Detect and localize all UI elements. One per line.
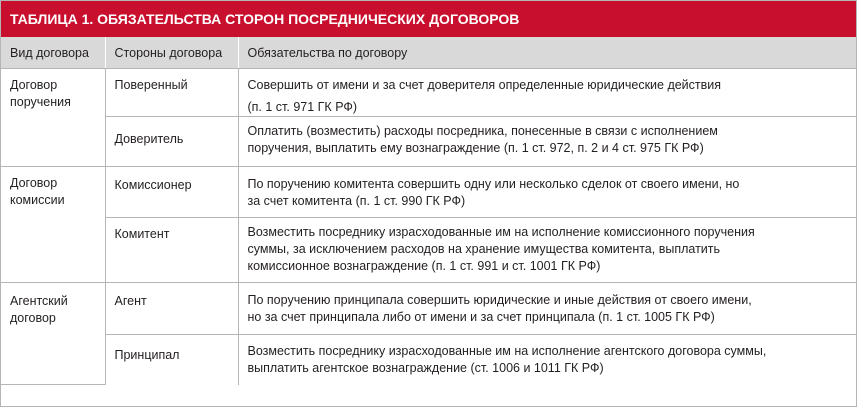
table-row — [1, 283, 856, 335]
header-obligations: Обязательства по договору — [238, 37, 856, 69]
table-header-row — [1, 37, 856, 69]
obligation-line: По поручению принципала совершить юридические и иные действия от своего имени, — [247, 293, 752, 307]
obligation-line: поручения, выплатить ему вознаграждение (п. 1 ст. 972, п. 2 и 4 ст. 975 ГК РФ) — [247, 141, 704, 155]
obligation-cell — [238, 117, 856, 167]
table-row — [1, 335, 856, 385]
party-cell: Принципал — [105, 335, 238, 385]
table-row — [1, 117, 856, 167]
header-contract-type: Вид договора — [1, 37, 105, 69]
party-cell: Поверенный — [105, 69, 238, 117]
contract-type-line: поручения — [10, 95, 71, 109]
obligation-line: (п. 1 ст. 971 ГК РФ) — [247, 100, 358, 114]
obligation-cell — [238, 218, 856, 283]
obligation-line: за счет комитента (п. 1 ст. 990 ГК РФ) — [247, 194, 466, 208]
obligation-cell — [238, 69, 856, 117]
obligation-cell — [238, 167, 856, 218]
table-row — [1, 218, 856, 283]
contract-type-line: Договор — [10, 176, 58, 190]
contract-type-cell — [1, 69, 105, 167]
party-cell: Доверитель — [105, 117, 238, 167]
contract-type-line: договор — [10, 311, 56, 325]
table-row — [1, 69, 856, 117]
obligation-line: но за счет принципала либо от имени и за счет принципала (п. 1 ст. 1005 ГК РФ) — [247, 310, 715, 324]
obligation-line: Возместить посреднику израсходованные им на исполнение комиссионного поручения — [247, 225, 755, 239]
obligations-table — [1, 37, 856, 385]
obligation-cell — [238, 335, 856, 385]
table-title: ТАБЛИЦА 1. ОБЯЗАТЕЛЬСТВА СТОРОН ПОСРЕДНИЧЕСКИХ ДОГОВОРОВ — [1, 1, 856, 37]
obligation-line: суммы, за исключением расходов на хранение имущества комитента, выплатить — [247, 242, 721, 256]
party-cell: Агент — [105, 283, 238, 335]
obligation-cell — [238, 283, 856, 335]
party-cell: Комиссионер — [105, 167, 238, 218]
obligation-line: По поручению комитента совершить одну или несколько сделок от своего имени, но — [247, 177, 740, 191]
contract-type-line: комиссии — [10, 193, 65, 207]
obligation-line: комиссионное вознаграждение (п. 1 ст. 991 и ст. 1001 ГК РФ) — [247, 259, 601, 273]
contract-type-line: Агентский — [10, 294, 68, 308]
contract-type-line: Договор — [10, 78, 58, 92]
obligation-line: Совершить от имени и за счет доверителя определенные юридические действия — [247, 78, 722, 92]
obligation-line: Возместить посреднику израсходованные им на исполнение агентского договора суммы, — [247, 344, 767, 358]
obligation-line: Оплатить (возместить) расходы посредника, понесенные в связи с исполнением — [247, 124, 718, 138]
obligation-line: выплатить агентское вознаграждение (ст. 1006 и 1011 ГК РФ) — [247, 361, 604, 375]
contract-type-cell — [1, 167, 105, 283]
contract-type-cell — [1, 283, 105, 385]
table-row — [1, 167, 856, 218]
header-parties: Стороны договора — [105, 37, 238, 69]
party-cell: Комитент — [105, 218, 238, 283]
